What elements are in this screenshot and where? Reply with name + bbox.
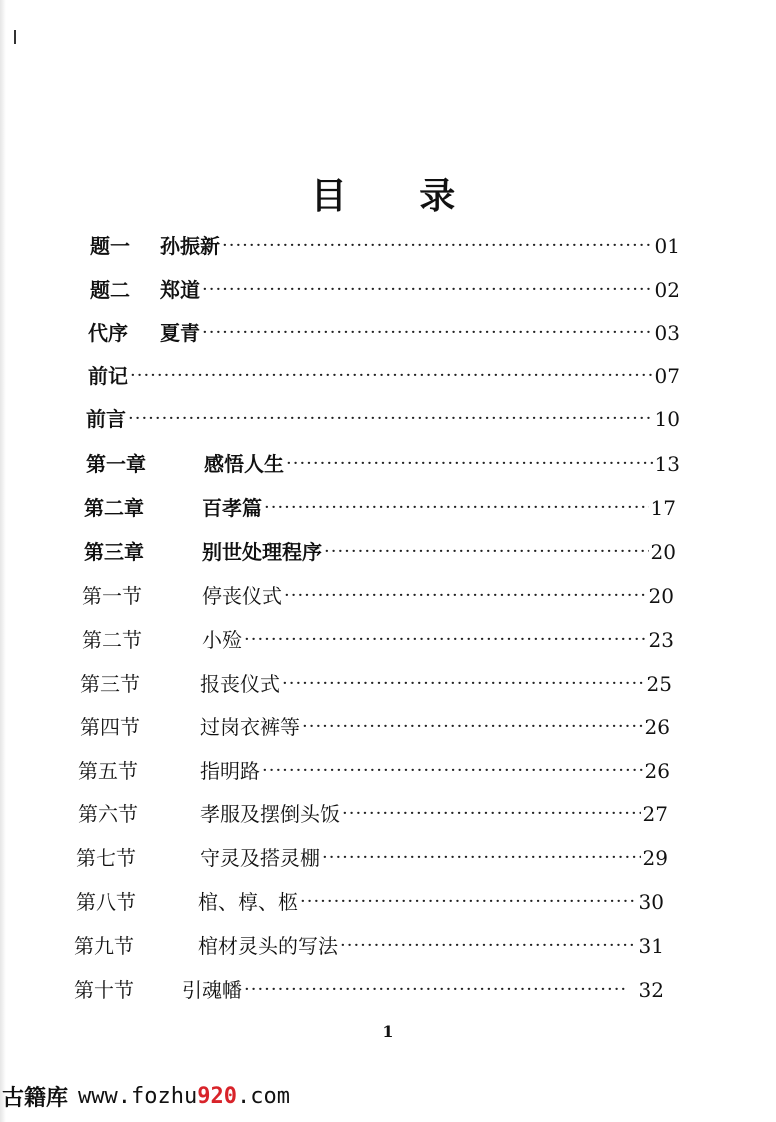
toc-label: 第二节	[82, 628, 142, 652]
toc-page: 32	[638, 978, 664, 1002]
toc-name: 停丧仪式	[202, 584, 282, 608]
dot-leader	[130, 362, 653, 390]
toc-page: 23	[648, 628, 674, 652]
dot-leader	[202, 276, 653, 304]
toc-row[interactable]	[86, 397, 680, 433]
toc-name: 棺材灵头的写法	[198, 934, 338, 958]
toc-page: 07	[654, 364, 680, 388]
toc-label: 第三节	[80, 672, 140, 696]
toc-page: 20	[648, 584, 674, 608]
toc-row[interactable]	[82, 618, 674, 654]
dot-leader	[284, 582, 647, 610]
dot-leader	[322, 844, 641, 872]
toc-page: 01	[654, 234, 680, 258]
dot-leader	[244, 626, 647, 654]
toc-label: 代序	[88, 321, 128, 345]
toc-page: 26	[644, 715, 670, 739]
dot-leader	[244, 976, 625, 1004]
toc-label: 第二章	[84, 496, 144, 520]
toc-page: 26	[644, 759, 670, 783]
toc-label: 前记	[88, 364, 128, 388]
toc-name: 指明路	[200, 759, 260, 783]
toc-page: 31	[638, 934, 664, 958]
dot-leader	[222, 232, 653, 260]
toc-title: 目 录	[310, 175, 486, 217]
dot-leader	[262, 757, 643, 785]
watermark-url-prefix: www.fozhu	[78, 1083, 198, 1109]
toc-row[interactable]	[86, 442, 680, 478]
toc-row[interactable]	[80, 662, 672, 698]
toc-row[interactable]	[78, 792, 668, 828]
page-number: 1	[382, 1022, 394, 1041]
toc-row[interactable]	[84, 486, 676, 522]
toc-page: 20	[650, 540, 676, 564]
toc-row[interactable]	[82, 574, 674, 610]
toc-page: 30	[638, 890, 664, 914]
dot-leader	[302, 713, 643, 741]
toc-page: 27	[642, 802, 668, 826]
toc-label: 第六节	[78, 802, 138, 826]
toc-name: 百孝篇	[202, 496, 262, 520]
dot-leader	[324, 538, 649, 566]
toc-row[interactable]	[80, 705, 670, 741]
dot-leader	[286, 450, 653, 478]
dot-leader	[340, 932, 637, 960]
toc-row[interactable]	[78, 749, 670, 785]
toc-row[interactable]	[74, 968, 664, 1004]
toc-row[interactable]	[76, 836, 668, 872]
toc-label: 第五节	[78, 759, 138, 783]
toc-name: 别世处理程序	[202, 540, 322, 564]
toc-name: 孝服及摆倒头饭	[200, 802, 340, 826]
toc-name: 报丧仪式	[200, 672, 280, 696]
toc-page: 10	[654, 407, 680, 431]
toc-name: 过岗衣裤等	[200, 715, 300, 739]
toc-page: 25	[646, 672, 672, 696]
toc-name: 守灵及搭灵棚	[200, 846, 320, 870]
toc-label: 第九节	[74, 934, 134, 958]
toc-row[interactable]	[88, 311, 680, 347]
toc-page: 29	[642, 846, 668, 870]
toc-row[interactable]	[74, 924, 664, 960]
toc-name: 棺、椁、柩	[198, 890, 298, 914]
toc-page: 17	[650, 496, 676, 520]
toc-label: 第三章	[84, 540, 144, 564]
toc-label: 第七节	[76, 846, 136, 870]
toc-label: 第十节	[74, 978, 134, 1002]
toc-label: 前言	[86, 407, 126, 431]
toc-name: 夏青	[160, 321, 200, 345]
toc-label: 题二	[90, 278, 130, 302]
watermark-url	[78, 1084, 290, 1109]
dot-leader	[202, 319, 653, 347]
watermark-url-suffix: .com	[236, 1083, 290, 1109]
toc-name: 感悟人生	[204, 452, 284, 476]
toc-name: 引魂幡	[182, 978, 242, 1002]
dot-leader	[300, 888, 637, 916]
watermark-url-number: 920	[197, 1083, 237, 1109]
toc-row[interactable]	[90, 224, 680, 260]
toc-name: 郑道	[160, 278, 200, 302]
toc-label: 第八节	[76, 890, 136, 914]
dot-leader	[128, 405, 653, 433]
toc-page: 13	[654, 452, 680, 476]
watermark-site-name: 古籍库	[2, 1085, 69, 1111]
toc-label: 题一	[90, 234, 130, 258]
toc-row[interactable]	[90, 268, 680, 304]
toc-row[interactable]	[88, 354, 680, 390]
toc-row[interactable]	[76, 880, 664, 916]
dot-leader	[342, 800, 641, 828]
toc-page: 03	[654, 321, 680, 345]
dot-leader	[264, 494, 649, 522]
toc-page: 02	[654, 278, 680, 302]
toc-row[interactable]	[84, 530, 676, 566]
toc-label: 第四节	[80, 715, 140, 739]
toc-name: 孙振新	[160, 234, 220, 258]
watermark	[2, 1078, 290, 1114]
toc-label: 第一节	[82, 584, 142, 608]
toc-name: 小殓	[202, 628, 242, 652]
toc-label: 第一章	[86, 452, 146, 476]
dot-leader	[282, 670, 645, 698]
